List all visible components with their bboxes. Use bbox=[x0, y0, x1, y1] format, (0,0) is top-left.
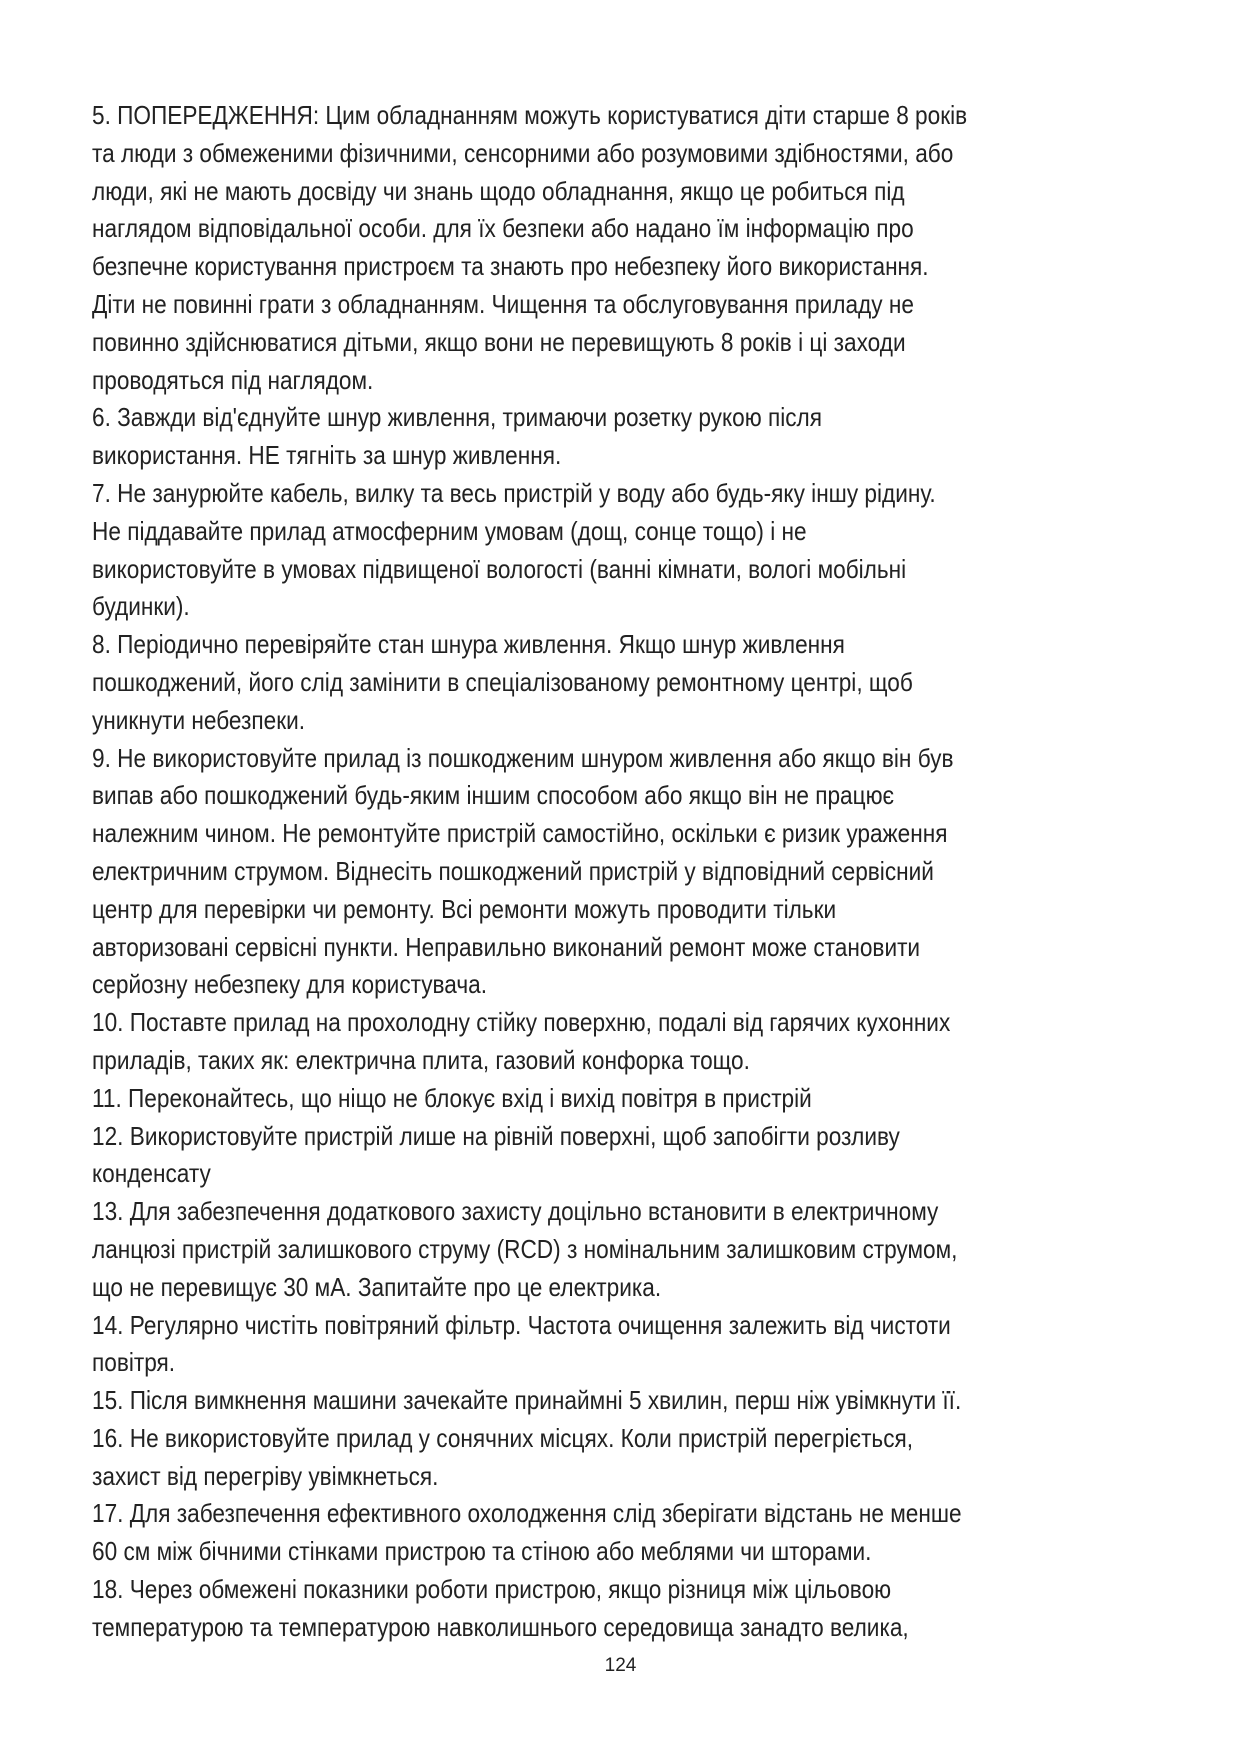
text-line: температурою та температурою навколишнього середовища занадто велика, bbox=[92, 1611, 909, 1642]
text-line: конденсату bbox=[92, 1158, 211, 1189]
text-line: пошкоджений, його слід замінити в спеціалізованому ремонтному центрі, щоб bbox=[92, 666, 913, 697]
text-line: Не піддавайте прилад атмосферним умовам (дощ, сонце тощо) і не bbox=[92, 515, 807, 546]
safety-item-17 bbox=[92, 1495, 1171, 1571]
text-line: використовуйте в умовах підвищеної вологості (ванні кімнати, вологі мобільні bbox=[92, 553, 907, 584]
text-line: 14. Регулярно чистіть повітряний фільтр. Частота очищення залежить від чистоти bbox=[92, 1309, 951, 1340]
text-line: захист від перегріву увімкнеться. bbox=[92, 1460, 439, 1491]
safety-item-16 bbox=[92, 1420, 1171, 1496]
text-line: центр для перевірки чи ремонту. Всі ремонти можуть проводити тільки bbox=[92, 893, 837, 924]
safety-item-7 bbox=[92, 475, 1171, 626]
text-line: 15. Після вимкнення машини зачекайте принаймні 5 хвилин, перш ніж увімкнути її. bbox=[92, 1385, 962, 1416]
text-line: 16. Не використовуйте прилад у сонячних місцях. Коли пристрій перегріється, bbox=[92, 1422, 914, 1453]
text-line: авторизовані сервісні пункти. Неправильно виконаний ремонт може становити bbox=[92, 931, 921, 962]
document-body bbox=[92, 97, 1171, 1647]
text-line: 12. Використовуйте пристрій лише на рівній поверхні, щоб запобігти розливу bbox=[92, 1120, 900, 1151]
text-line: 10. Поставте прилад на прохолодну стійку поверхню, подалі від гарячих кухонних bbox=[92, 1007, 951, 1038]
text-line: 9. Не використовуйте прилад із пошкодженим шнуром живлення або якщо він був bbox=[92, 742, 954, 773]
text-line: належним чином. Не ремонтуйте пристрій самостійно, оскільки є ризик ураження bbox=[92, 818, 948, 849]
text-line: повинно здійснюватися дітьми, якщо вони не перевищують 8 років і ці заходи bbox=[92, 326, 906, 357]
safety-item-13 bbox=[92, 1193, 1171, 1306]
safety-item-6 bbox=[92, 399, 1171, 475]
text-line: що не перевищує 30 мА. Запитайте про це електрика. bbox=[92, 1271, 662, 1302]
text-line: 8. Періодично перевіряйте стан шнура живлення. Якщо шнур живлення bbox=[92, 629, 845, 660]
text-line: 18. Через обмежені показники роботи пристрою, якщо різниця між цільовою bbox=[92, 1574, 892, 1605]
safety-item-10 bbox=[92, 1004, 1171, 1080]
text-line: люди, які не мають досвіду чи знань щодо обладнання, якщо це робиться під bbox=[92, 175, 905, 206]
text-line: 6. Завжди від'єднуйте шнур живлення, тримаючи розетку рукою після bbox=[92, 402, 823, 433]
safety-item-12 bbox=[92, 1118, 1171, 1194]
text-line: 11. Переконайтесь, що ніщо не блокує вхід і вихід повітря в пристрій bbox=[92, 1082, 812, 1113]
text-line: повітря. bbox=[92, 1347, 176, 1378]
text-line: 13. Для забезпечення додаткового захисту доцільно встановити в електричному bbox=[92, 1196, 939, 1227]
text-line: електричним струмом. Віднесіть пошкоджений пристрій у відповідний сервісний bbox=[92, 855, 934, 886]
text-line: безпечне користування пристроєм та знають про небезпеку його використання. bbox=[92, 251, 929, 282]
text-line: ланцюзі пристрій залишкового струму (RCD) з номінальним залишковим струмом, bbox=[92, 1233, 958, 1264]
text-line: 5. ПОПЕРЕДЖЕННЯ: Цим обладнанням можуть користуватися діти старше 8 років bbox=[92, 100, 968, 130]
text-line: серйозну небезпеку для користувача. bbox=[92, 969, 488, 1000]
safety-item-15 bbox=[92, 1382, 1171, 1420]
text-line: 60 см між бічними стінками пристрою та стіною або меблями чи шторами. bbox=[92, 1536, 872, 1567]
text-line: 17. Для забезпечення ефективного охолодження слід зберігати відстань не менше bbox=[92, 1498, 962, 1529]
safety-item-11 bbox=[92, 1080, 1171, 1118]
text-line: уникнути небезпеки. bbox=[92, 704, 306, 735]
text-line: використання. НЕ тягніть за шнур живлення. bbox=[92, 440, 562, 471]
text-line: проводяться під наглядом. bbox=[92, 364, 374, 395]
text-line: будинки). bbox=[92, 591, 190, 622]
text-line: наглядом відповідальної особи. для їх безпеки або надано їм інформацію про bbox=[92, 213, 914, 244]
text-line: випав або пошкоджений будь-яким іншим способом або якщо він не працює bbox=[92, 780, 895, 811]
safety-item-14 bbox=[92, 1307, 1171, 1383]
safety-item-9 bbox=[92, 740, 1171, 1005]
safety-item-5 bbox=[92, 97, 1171, 399]
text-line: 7. Не занурюйте кабель, вилку та весь пристрій у воду або будь-яку іншу рідину. bbox=[92, 477, 936, 508]
text-line: приладів, таких як: електрична плита, газовий конфорка тощо. bbox=[92, 1044, 750, 1075]
safety-item-18 bbox=[92, 1571, 1171, 1647]
page-number: 124 bbox=[604, 1655, 637, 1676]
text-line: та люди з обмеженими фізичними, сенсорними або розумовими здібностями, або bbox=[92, 137, 954, 168]
text-line: Діти не повинні грати з обладнанням. Чищення та обслуговування приладу не bbox=[92, 288, 914, 319]
safety-item-8 bbox=[92, 626, 1171, 739]
